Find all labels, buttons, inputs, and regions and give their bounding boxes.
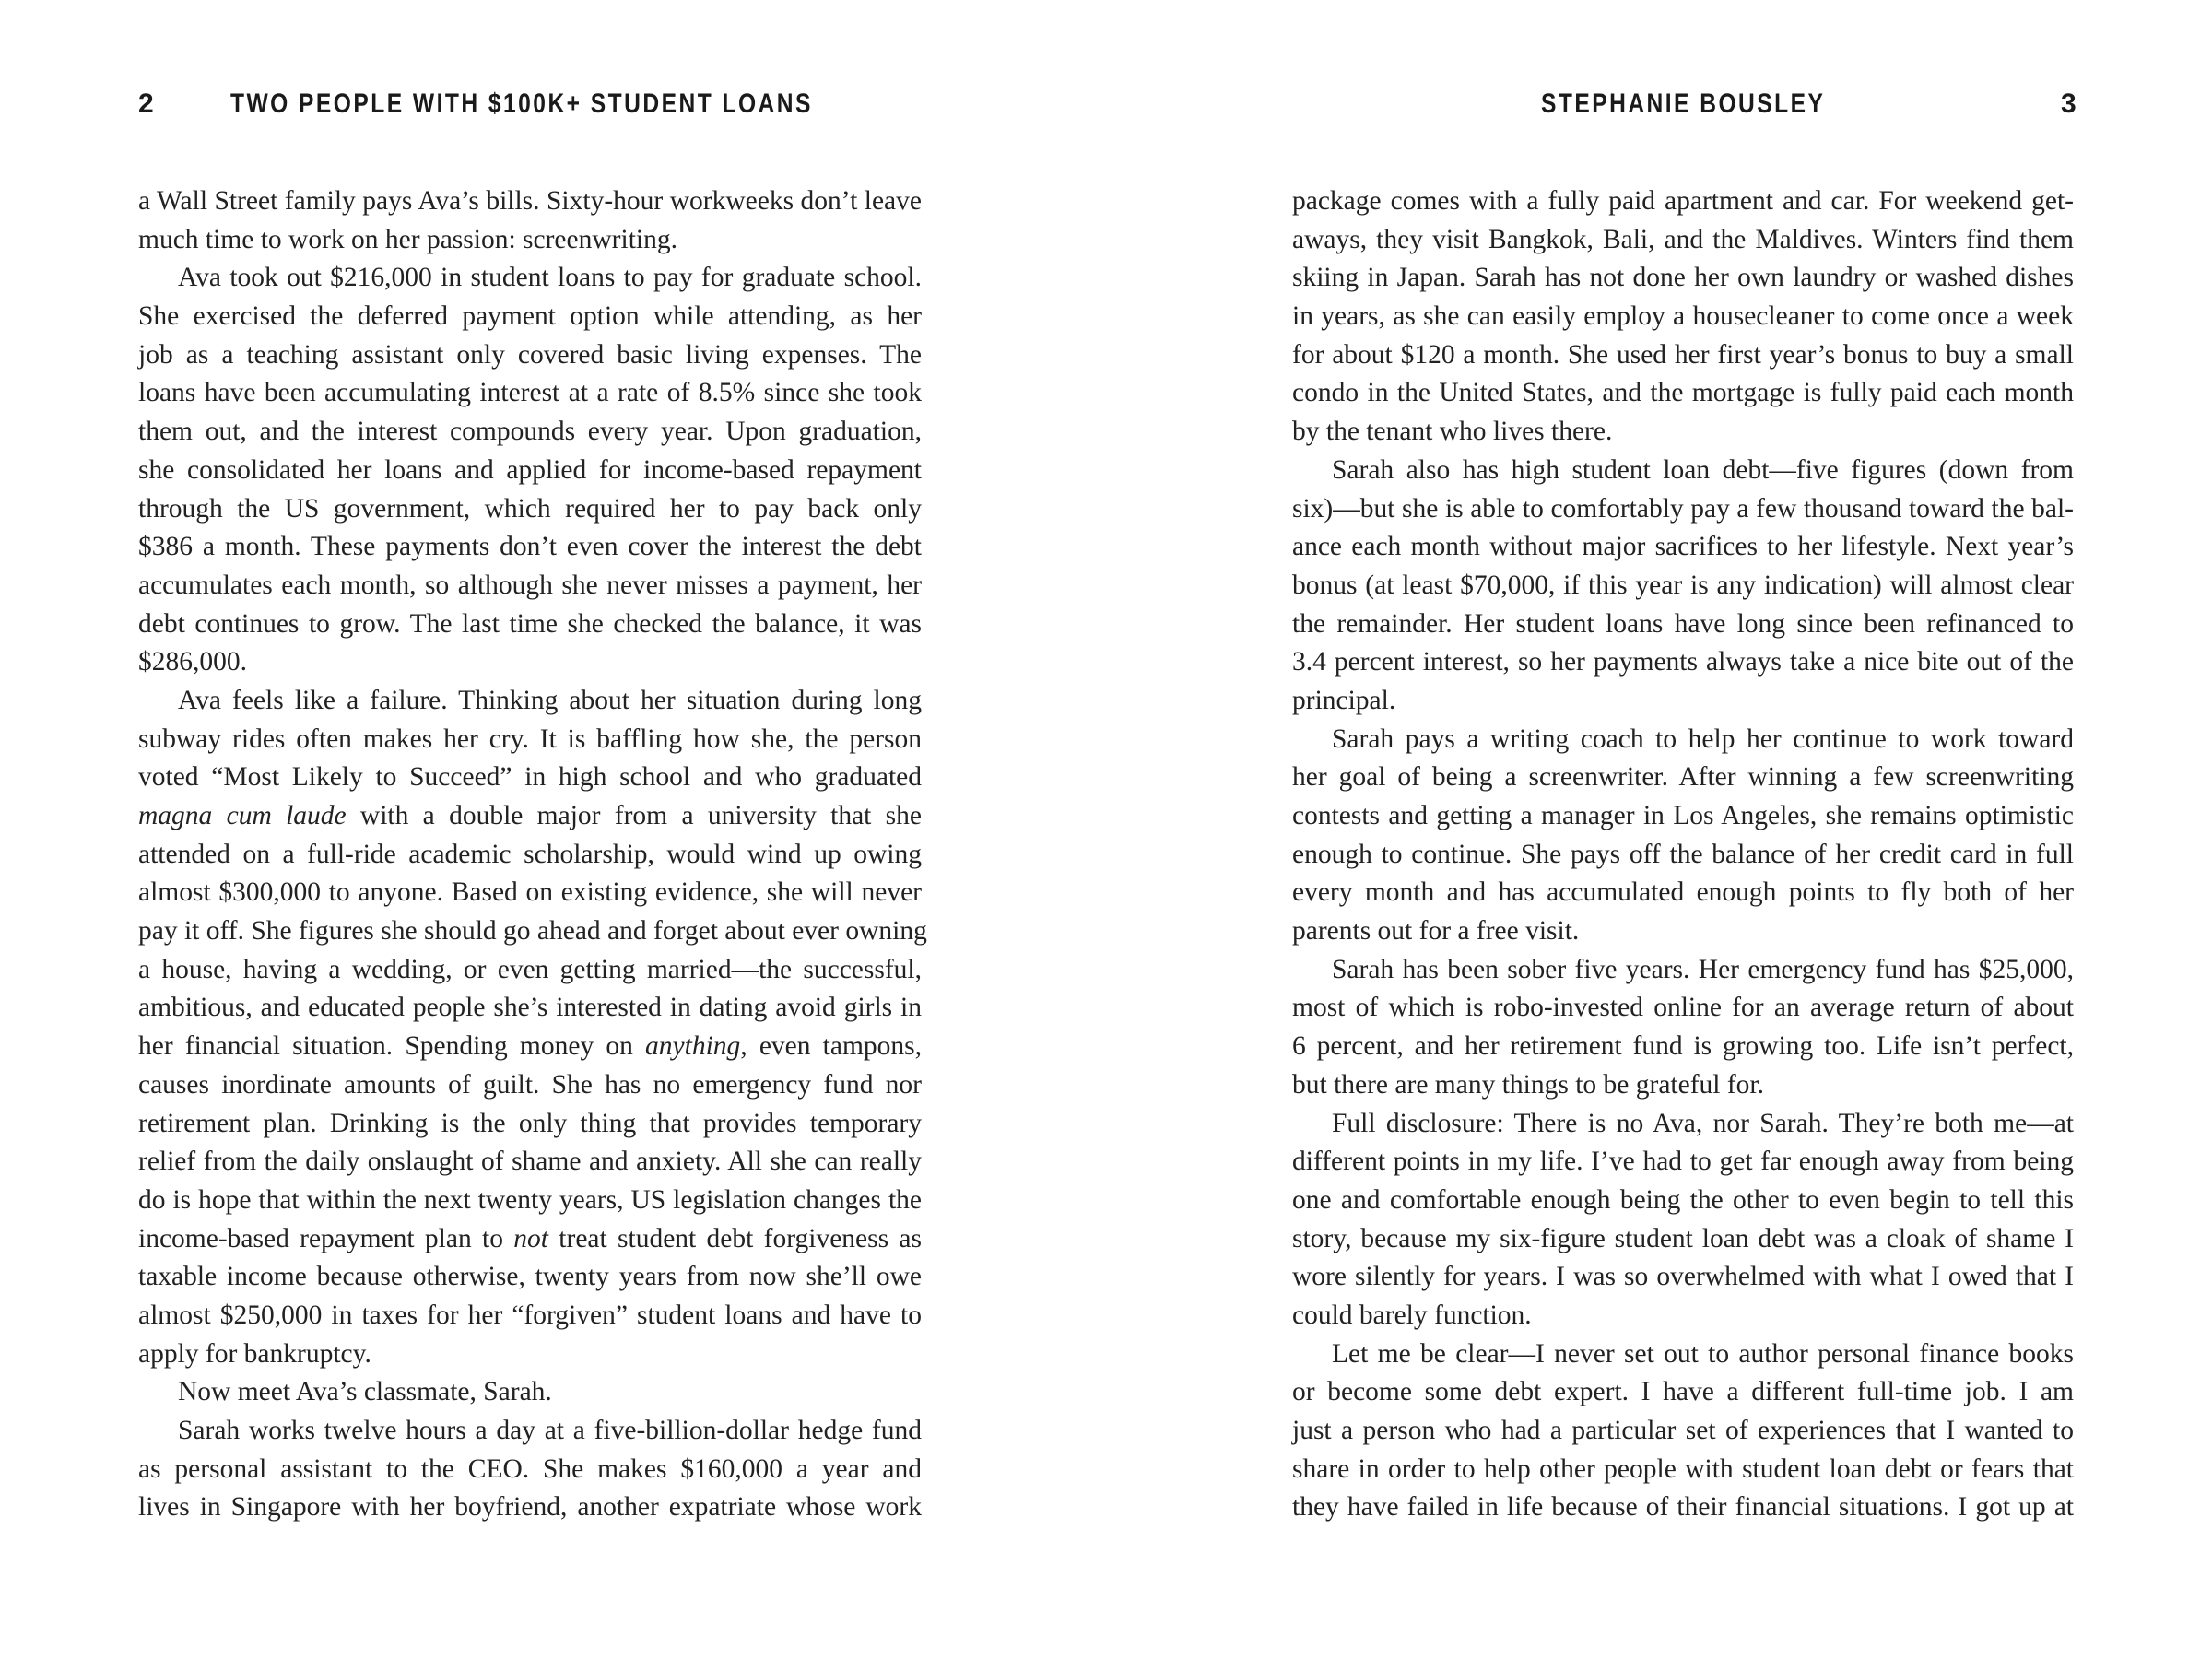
text-line-content: attended on a full-ride academic scholarship, would wind up owing <box>138 839 922 869</box>
text-line <box>1292 759 2074 797</box>
text-line <box>1292 452 2074 490</box>
text-line <box>1292 336 2074 375</box>
text-line <box>1292 1143 2074 1182</box>
text-line <box>138 874 922 912</box>
text-line <box>138 298 922 336</box>
text-line <box>138 336 922 375</box>
text-line <box>138 1220 922 1259</box>
text-line-content: the remainder. Her student loans have long since been refinanced to <box>1292 608 2074 639</box>
text-line-content: Sarah has been sober five years. Her emergency fund has $25,000, <box>1332 954 2074 984</box>
text-line-content: by the tenant who lives there. <box>1292 417 1613 447</box>
text-line <box>138 836 922 875</box>
text-line <box>138 1297 922 1335</box>
text-line-content: condo in the United States, and the mortgage is fully paid each month <box>1292 378 2074 408</box>
text-line <box>1292 1258 2074 1297</box>
text-line <box>138 1066 922 1105</box>
text-line <box>1292 221 2074 260</box>
text-line-content: Now meet Ava’s classmate, Sarah. <box>178 1377 552 1407</box>
text-line <box>1292 874 2074 912</box>
text-line-content: debt continues to grow. The last time she checked the balance, it was <box>138 608 922 639</box>
text-line-content: but there are many things to be grateful for. <box>1292 1069 1764 1100</box>
text-line-content: for about $120 a month. She used her first year’s bonus to buy a small <box>1292 339 2074 370</box>
text-line <box>138 643 922 682</box>
text-line-content: principal. <box>1292 685 1396 715</box>
text-line <box>138 1412 922 1451</box>
text-line <box>138 1028 922 1066</box>
italic-text: magna cum laude <box>138 801 360 830</box>
text-line <box>1292 259 2074 298</box>
text-line <box>1292 1335 2074 1374</box>
text-line <box>1292 912 2074 951</box>
text-line-content: Sarah pays a writing coach to help her continue to work toward <box>1332 724 2074 754</box>
text-line-content: Sarah also has high student loan debt—five figures (down from <box>1332 454 2074 485</box>
text-line <box>138 567 922 606</box>
text-line-content: magna cum laude with a double major from a university that she <box>138 801 922 830</box>
right-page <box>1106 0 2212 1659</box>
text-line-content: she consolidated her loans and applied for income-based repayment <box>138 454 922 485</box>
text-line <box>138 606 922 644</box>
text-line-content: them out, and the interest compounds every year. Upon graduation, <box>138 417 922 447</box>
text-line <box>1292 1373 2074 1412</box>
text-line <box>1292 413 2074 452</box>
running-head-author <box>1541 88 1836 120</box>
text-line-content: just a person who had a particular set of experiences that I wanted to <box>1292 1416 2074 1445</box>
text-line <box>138 1105 922 1144</box>
text-line <box>138 182 922 221</box>
text-line <box>1292 1028 2074 1066</box>
text-line-content: taxable income because otherwise, twenty years from now she’ll owe <box>138 1262 922 1292</box>
text-line <box>138 721 922 759</box>
text-line-content: lives in Singapore with her boyfriend, another expatriate whose work <box>138 1492 922 1523</box>
text-line-content: they have failed in life because of their financial situations. I got up at <box>1292 1492 2074 1523</box>
italic-text: not <box>513 1223 548 1253</box>
text-line-content: pay it off. She figures she should go ahead and forget about ever owning <box>138 916 927 947</box>
page-number: 3 <box>2061 88 2077 119</box>
text-line <box>1292 1066 2074 1105</box>
text-line <box>1292 1451 2074 1489</box>
running-head-book-title <box>230 88 839 120</box>
text-line-content: wore silently for years. I was so overwhelmed with what I owed that I <box>1292 1262 2074 1292</box>
text-line <box>138 1182 922 1220</box>
text-line <box>1292 528 2074 567</box>
text-line <box>138 989 922 1028</box>
text-line-content: ambitious, and educated people she’s interested in dating avoid girls in <box>138 993 922 1023</box>
text-line-content: through the US government, which required her to pay back only <box>138 493 922 524</box>
text-line-content: almost $300,000 to anyone. Based on existing evidence, she will never <box>138 877 922 908</box>
text-line <box>138 221 922 260</box>
text-line <box>138 912 927 951</box>
body-text <box>1292 182 2074 1527</box>
text-line-content: story, because my six-figure student loan debt was a cloak of shame I <box>1292 1223 2074 1253</box>
text-line <box>138 452 922 490</box>
text-line-content: subway rides often makes her cry. It is baffling how she, the person <box>138 724 922 754</box>
text-line <box>138 528 922 567</box>
text-line-content: contests and getting a manager in Los Angeles, she remains optimistic <box>1292 801 2074 830</box>
text-line-content: job as a teaching assistant only covered basic living expenses. The <box>138 339 922 370</box>
text-line <box>138 951 922 990</box>
text-line-content: or become some debt expert. I have a different full-time job. I am <box>1292 1377 2074 1407</box>
text-line-content: most of which is robo-invested online for an average return of about <box>1292 993 2074 1023</box>
text-line <box>1292 797 2074 836</box>
text-line <box>138 259 922 298</box>
text-line <box>1292 1220 2074 1259</box>
text-line-content: causes inordinate amounts of guilt. She has no emergency fund nor <box>138 1069 922 1100</box>
text-line <box>1292 721 2074 759</box>
text-line-content: a Wall Street family pays Ava’s bills. Sixty-hour workweeks don’t leave <box>138 186 922 216</box>
text-line <box>138 413 922 452</box>
text-line <box>138 1488 922 1527</box>
text-line <box>138 682 922 721</box>
text-line <box>1292 1105 2074 1144</box>
text-line-content: much time to work on her passion: screenwriting. <box>138 224 677 254</box>
text-line <box>138 1335 922 1374</box>
text-line-content: as personal assistant to the CEO. She makes $160,000 a year and <box>138 1453 922 1484</box>
text-line <box>1292 182 2074 221</box>
text-line <box>1292 606 2074 644</box>
text-line-content: a house, having a wedding, or even getting married—the successful, <box>138 954 922 984</box>
text-line-content: package comes with a fully paid apartment and car. For weekend get- <box>1292 186 2074 216</box>
text-line <box>1292 1297 2074 1335</box>
running-head-text: TWO PEOPLE WITH $100K+ STUDENT LOANS <box>230 88 813 119</box>
text-line-content: apply for bankruptcy. <box>138 1338 371 1369</box>
text-line-content: her financial situation. Spending money on anything, even tampons, <box>138 1031 923 1062</box>
text-line-content: relief from the daily onslaught of shame and anxiety. All she can really <box>138 1147 922 1177</box>
text-line <box>138 1373 922 1412</box>
text-line-content: one and comfortable enough being the other to even begin to tell this <box>1292 1184 2074 1215</box>
text-line-content: loans have been accumulating interest at a rate of 8.5% since she took <box>138 378 922 408</box>
text-line-content: voted “Most Likely to Succeed” in high school and who graduated <box>138 762 922 793</box>
text-line-content: $386 a month. These payments don’t even cover the interest the debt <box>138 532 922 562</box>
text-line-content: could barely function. <box>1292 1300 1532 1330</box>
text-line-content: in years, as she can easily employ a housecleaner to come once a week <box>1292 301 2074 332</box>
text-line <box>138 1143 922 1182</box>
text-line <box>1292 1412 2074 1451</box>
italic-text: anything <box>645 1031 741 1062</box>
text-line-content: share in order to help other people with student loan debt or fears that <box>1292 1453 2074 1484</box>
text-line <box>1292 989 2074 1028</box>
text-line-content: $286,000. <box>138 647 247 677</box>
text-line-content: parents out for a free visit. <box>1292 916 1580 947</box>
text-line-content: Ava feels like a failure. Thinking about her situation during long <box>178 685 922 715</box>
text-line <box>1292 951 2074 990</box>
text-line <box>1292 643 2074 682</box>
text-line-content: skiing in Japan. Sarah has not done her own laundry or washed dishes <box>1292 263 2074 293</box>
text-line <box>1292 490 2074 529</box>
text-line-content: six)—but she is able to comfortably pay a few thousand toward the bal- <box>1292 493 2074 524</box>
text-line <box>1292 1488 2074 1527</box>
text-line-content: different points in my life. I’ve had to get far enough away from being <box>1292 1147 2074 1177</box>
text-line <box>1292 1182 2074 1220</box>
text-line-content: 6 percent, and her retirement fund is growing too. Life isn’t perfect, <box>1292 1031 2074 1062</box>
text-line-content: Ava took out $216,000 in student loans to pay for graduate school. <box>178 263 922 293</box>
text-line <box>138 490 922 529</box>
text-line-content: ance each month without major sacrifices to her lifestyle. Next year’s <box>1292 532 2074 562</box>
running-head-text: STEPHANIE BOUSLEY <box>1541 88 1826 119</box>
body-text <box>138 182 927 1527</box>
text-line-content: enough to continue. She pays off the balance of her credit card in full <box>1292 839 2074 869</box>
text-line <box>1292 298 2074 336</box>
text-line-content: do is hope that within the next twenty years, US legislation changes the <box>138 1184 922 1215</box>
text-line <box>138 759 922 797</box>
page-number: 2 <box>138 88 154 119</box>
text-line-content: Full disclosure: There is no Ava, nor Sarah. They’re both me—at <box>1332 1108 2074 1138</box>
text-line-content: aways, they visit Bangkok, Bali, and the Maldives. Winters find them <box>1292 224 2074 254</box>
text-line-content: She exercised the deferred payment option while attending, as her <box>138 301 922 332</box>
text-line <box>1292 374 2074 413</box>
text-line-content: almost $250,000 in taxes for her “forgiven” student loans and have to <box>138 1300 922 1330</box>
text-line-content: Sarah works twelve hours a day at a five-billion-dollar hedge fund <box>178 1416 922 1445</box>
text-line <box>138 1258 922 1297</box>
text-line-content: Let me be clear—I never set out to author personal finance books <box>1332 1338 2074 1369</box>
text-line <box>1292 836 2074 875</box>
text-line-content: accumulates each month, so although she never misses a payment, her <box>138 570 922 600</box>
text-line-content: income-based repayment plan to not treat student debt forgiveness as <box>138 1223 922 1253</box>
text-line <box>1292 682 2074 721</box>
text-line-content: her goal of being a screenwriter. After winning a few screenwriting <box>1292 762 2074 793</box>
text-line <box>138 1451 922 1489</box>
text-line <box>138 374 922 413</box>
text-line-content: 3.4 percent interest, so her payments always take a nice bite out of the <box>1292 647 2074 677</box>
text-line-content: every month and has accumulated enough points to fly both of her <box>1292 877 2074 908</box>
text-line <box>1292 567 2074 606</box>
text-line <box>138 797 922 836</box>
text-line-content: retirement plan. Drinking is the only thing that provides temporary <box>138 1108 922 1138</box>
text-line-content: bonus (at least $70,000, if this year is any indication) will almost clear <box>1292 570 2074 600</box>
